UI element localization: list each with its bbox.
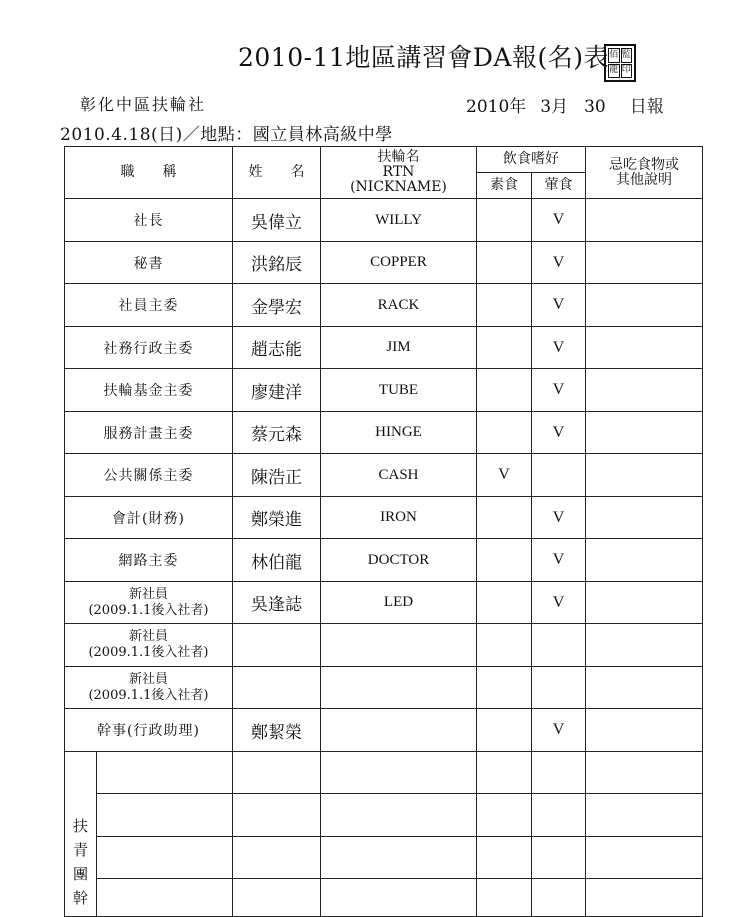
header-notes-l2: 其他說明: [616, 171, 672, 188]
side-label: [65, 752, 97, 917]
cell-nickname: TUBE: [321, 369, 477, 412]
cell-veg: [477, 199, 532, 242]
cell-name: 鄭榮進: [233, 497, 321, 539]
table-row: [65, 837, 703, 879]
cell-meat: V: [532, 709, 586, 752]
cell-meat: V: [532, 199, 586, 242]
header-veg: 素食: [477, 173, 532, 199]
cell-veg: [477, 752, 532, 794]
report-suffix: 日報: [629, 97, 664, 117]
cell-position: 扶輪基金主委: [65, 369, 233, 412]
position-line2: (2009.1.1後入社者): [88, 687, 209, 703]
table-row: [65, 327, 703, 369]
club-name: 彰化中區扶輪社: [80, 95, 207, 114]
table-row: [65, 369, 703, 412]
cell-nickname: WILLY: [321, 199, 477, 242]
report-date: [466, 92, 664, 117]
header-position: 職 稱: [65, 147, 233, 199]
header-nickname-l1: 扶輪名: [377, 149, 420, 165]
cell-nickname: [321, 667, 477, 709]
cell-meat: V: [532, 582, 586, 624]
cell-veg: [477, 327, 532, 369]
cell-veg: [477, 879, 532, 917]
cell-notes: [586, 837, 703, 879]
cell-nickname: HINGE: [321, 412, 477, 454]
form-title: 2010-11地區講習會DA報(名)表: [238, 43, 609, 72]
cell-position: [97, 837, 233, 879]
cell-veg: V: [477, 454, 532, 497]
cell-name: [233, 624, 321, 667]
cell-meat: V: [532, 412, 586, 454]
cell-notes: [586, 709, 703, 752]
cell-meat: [532, 837, 586, 879]
cell-meat: V: [532, 497, 586, 539]
report-day: 30: [584, 97, 606, 117]
seal-stamp: [604, 44, 636, 82]
cell-name: [233, 667, 321, 709]
position-line1: 新社員: [128, 586, 168, 602]
cell-notes: [586, 412, 703, 454]
cell-meat: [532, 624, 586, 667]
cell-position: 社長: [65, 199, 233, 242]
seal-char: 監: [621, 48, 633, 63]
cell-nickname: COPPER: [321, 242, 477, 284]
cell-notes: [586, 199, 703, 242]
cell-notes: [586, 879, 703, 917]
side-label-char: 團: [72, 865, 88, 883]
cell-position: 社員主委: [65, 284, 233, 327]
cell-position: [97, 752, 233, 794]
cell-nickname: DOCTOR: [321, 539, 477, 582]
cell-nickname: [321, 794, 477, 837]
cell-position: [97, 879, 233, 917]
side-label-char: 青: [72, 841, 88, 859]
table-row: [65, 709, 703, 752]
cell-meat: V: [532, 284, 586, 327]
cell-nickname: [321, 879, 477, 917]
cell-notes: [586, 369, 703, 412]
cell-meat: [532, 752, 586, 794]
cell-nickname: RACK: [321, 284, 477, 327]
table-row: [65, 794, 703, 837]
side-label-char: 扶: [72, 817, 88, 835]
cell-meat: V: [532, 539, 586, 582]
cell-name: 洪銘辰: [233, 242, 321, 284]
header-nickname-l3: (NICKNAME): [350, 179, 447, 195]
cell-veg: [477, 369, 532, 412]
header-diet: 飲食嗜好: [477, 147, 586, 173]
cell-meat: V: [532, 242, 586, 284]
cell-name: 廖建洋: [233, 369, 321, 412]
report-year: 2010年: [466, 97, 527, 117]
seal-char: 印: [621, 64, 633, 79]
cell-veg: [477, 497, 532, 539]
cell-position: 秘書: [65, 242, 233, 284]
cell-position: [97, 794, 233, 837]
cell-notes: [586, 284, 703, 327]
cell-name: 鄭絜榮: [233, 709, 321, 752]
registration-table: [64, 146, 703, 917]
cell-notes: [586, 624, 703, 667]
cell-name: 趙志能: [233, 327, 321, 369]
position-line1: 新社員: [128, 671, 168, 687]
table-row: [65, 454, 703, 497]
cell-veg: [477, 284, 532, 327]
cell-notes: [586, 242, 703, 284]
table-row: [65, 752, 703, 794]
cell-veg: [477, 837, 532, 879]
cell-position: 幹事(行政助理): [65, 709, 233, 752]
header-meat: 葷食: [532, 173, 586, 199]
position-line2: (2009.1.1後入社者): [88, 645, 209, 660]
cell-veg: [477, 794, 532, 837]
cell-notes: [586, 752, 703, 794]
side-label-char: 幹: [72, 889, 88, 907]
seal-char: 龍: [608, 64, 620, 79]
table-row: [65, 624, 703, 667]
cell-position: [65, 667, 233, 709]
cell-nickname: CASH: [321, 454, 477, 497]
table-row: [65, 667, 703, 709]
table-row: [65, 582, 703, 624]
position-line2: (2009.1.1後入社者): [88, 602, 209, 618]
header-notes: [586, 147, 703, 199]
cell-veg: [477, 624, 532, 667]
cell-veg: [477, 667, 532, 709]
cell-veg: [477, 709, 532, 752]
cell-name: 林伯龍: [233, 539, 321, 582]
cell-name: [233, 879, 321, 917]
table-row: [65, 412, 703, 454]
table-row: [65, 879, 703, 917]
cell-nickname: [321, 709, 477, 752]
cell-notes: [586, 667, 703, 709]
cell-notes: [586, 539, 703, 582]
cell-veg: [477, 539, 532, 582]
seal-char: 佰: [608, 48, 620, 63]
cell-name: [233, 752, 321, 794]
cell-notes: [586, 582, 703, 624]
cell-notes: [586, 327, 703, 369]
cell-meat: [532, 794, 586, 837]
cell-notes: [586, 497, 703, 539]
cell-meat: V: [532, 327, 586, 369]
header-nickname: [321, 147, 477, 199]
cell-name: [233, 837, 321, 879]
cell-name: 吳逢誌: [233, 582, 321, 624]
cell-position: [65, 582, 233, 624]
cell-nickname: [321, 752, 477, 794]
cell-veg: [477, 582, 532, 624]
report-month: 3月: [540, 97, 569, 117]
cell-nickname: [321, 837, 477, 879]
header-notes-l1: 忌吃食物或: [609, 156, 679, 173]
cell-notes: [586, 794, 703, 837]
position-line1: 新社員: [128, 629, 168, 644]
cell-position: 社務行政主委: [65, 327, 233, 369]
cell-meat: [532, 667, 586, 709]
cell-name: 吳偉立: [233, 199, 321, 242]
cell-meat: V: [532, 369, 586, 412]
cell-name: 蔡元森: [233, 412, 321, 454]
table-row: [65, 284, 703, 327]
table-row: [65, 199, 703, 242]
cell-position: 服務計畫主委: [65, 412, 233, 454]
header-name: 姓 名: [233, 147, 321, 199]
cell-notes: [586, 454, 703, 497]
table-row: [65, 539, 703, 582]
header-nickname-l2: RTN: [382, 164, 415, 180]
cell-name: [233, 794, 321, 837]
cell-veg: [477, 242, 532, 284]
cell-position: 網路主委: [65, 539, 233, 582]
cell-nickname: JIM: [321, 327, 477, 369]
table-row: [65, 497, 703, 539]
event-date-location: 2010.4.18(日)／地點：國立員林高級中學: [60, 125, 393, 145]
cell-position: 會計(財務): [65, 497, 233, 539]
cell-meat: [532, 454, 586, 497]
cell-veg: [477, 412, 532, 454]
cell-name: 陳浩正: [233, 454, 321, 497]
cell-nickname: LED: [321, 582, 477, 624]
cell-nickname: [321, 624, 477, 667]
cell-position: [65, 624, 233, 667]
cell-position: 公共關係主委: [65, 454, 233, 497]
cell-meat: [532, 879, 586, 917]
cell-nickname: IRON: [321, 497, 477, 539]
table-row: [65, 242, 703, 284]
cell-name: 金學宏: [233, 284, 321, 327]
